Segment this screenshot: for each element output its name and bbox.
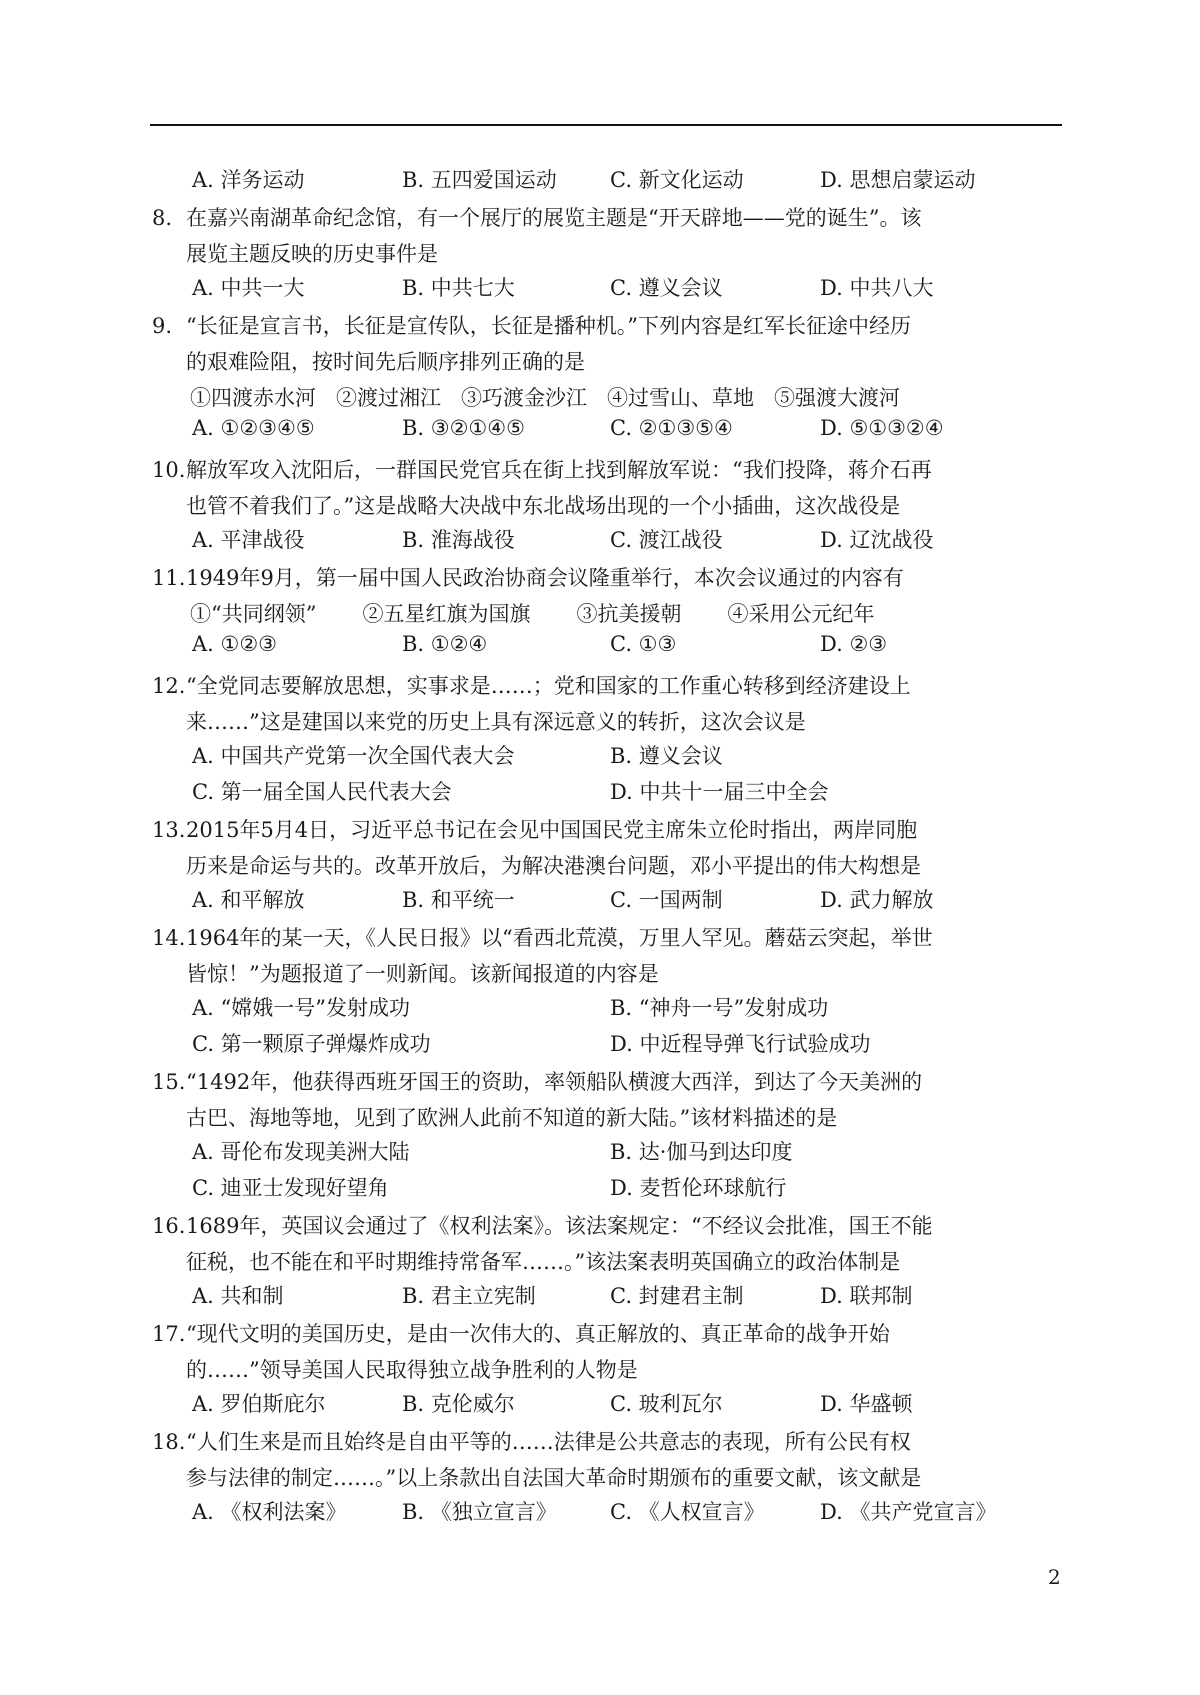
q13-stem-line-2: 历来是命运与共的。改革开放后，为解决港澳台问题，邓小平提出的伟大构想是	[186, 854, 921, 878]
q16-stem	[152, 1208, 1072, 1244]
q8-stem-line-2: 展览主题反映的历史事件是	[186, 242, 438, 266]
q12-stem-line-2: 来……”这是建国以来党的历史上具有深远意义的转折，这次会议是	[186, 710, 806, 734]
q14-number: 14.	[152, 926, 186, 950]
q11-item-4: ④采用公元纪年	[727, 602, 875, 626]
q13-options	[152, 884, 1072, 920]
q18-options	[152, 1496, 1072, 1532]
q14-options-row-1	[152, 992, 1072, 1028]
q9-options	[152, 416, 1072, 452]
q14-options-row-2	[152, 1028, 1072, 1064]
q15-stem-line-1: “1492年，他获得西班牙国王的资助，率领船队横渡大西洋，到达了今天美洲的	[186, 1070, 923, 1094]
q9-item-2: ②渡过湘江	[336, 386, 441, 410]
q14-option-c: C. 第一颗原子弹爆炸成功	[192, 1032, 431, 1056]
q12-stem	[152, 668, 1072, 704]
q9-item-1: ①四渡赤水河	[190, 386, 316, 410]
q9-option-d: D. ⑤①③②④	[820, 416, 944, 440]
q12-option-a: A. 中国共产党第一次全国代表大会	[192, 744, 515, 768]
q11-item-2: ②五星红旗为国旗	[362, 602, 531, 626]
q16-option-a: A. 共和制	[192, 1284, 284, 1308]
q11-option-c: C. ①③	[610, 632, 677, 656]
q8-number: 8.	[152, 206, 173, 230]
q9-option-c: C. ②①③⑤④	[610, 416, 733, 440]
q18-stem-line-2: 参与法律的制定……。”以上条款出自法国大革命时期颁布的重要文献，该文献是	[186, 1466, 922, 1490]
question-list	[152, 164, 1072, 1532]
q18-number: 18.	[152, 1430, 186, 1454]
q11-item-3: ③抗美援朝	[576, 602, 682, 626]
q16-option-d: D. 联邦制	[820, 1284, 913, 1308]
q11-items	[152, 596, 1072, 632]
q7-option-d: D. 思想启蒙运动	[820, 168, 976, 192]
q16-option-b: B. 君主立宪制	[402, 1284, 536, 1308]
q18-option-b: B. 《独立宣言》	[402, 1500, 557, 1524]
q13-option-c: C. 一国两制	[610, 888, 723, 912]
q17-option-a: A. 罗伯斯庇尔	[192, 1392, 326, 1416]
q12-options-row-1	[152, 740, 1072, 776]
q16-option-c: C. 封建君主制	[610, 1284, 744, 1308]
q14-option-d: D. 中近程导弹飞行试验成功	[610, 1032, 871, 1056]
q14-stem	[152, 920, 1072, 956]
q17-option-c: C. 玻利瓦尔	[610, 1392, 723, 1416]
q11-item-1: ①“共同纲领”	[190, 602, 317, 626]
q10-stem-line-2: 也管不着我们了。”这是战略大决战中东北战场出现的一个小插曲，这次战役是	[186, 494, 901, 518]
q16-stem-line-2: 征税，也不能在和平时期维持常备军……。”该法案表明英国确立的政治体制是	[186, 1250, 901, 1274]
q9-items	[152, 380, 1072, 416]
q10-option-b: B. 淮海战役	[402, 528, 515, 552]
q7-option-c: C. 新文化运动	[610, 168, 744, 192]
q16-number: 16.	[152, 1214, 186, 1238]
q9-option-b: B. ③②①④⑤	[402, 416, 525, 440]
q13-stem	[152, 812, 1072, 848]
q9-stem	[152, 308, 1072, 344]
q15-options-row-2	[152, 1172, 1072, 1208]
q15-option-d: D. 麦哲伦环球航行	[610, 1176, 787, 1200]
q17-options	[152, 1388, 1072, 1424]
q8-option-b: B. 中共七大	[402, 276, 515, 300]
q11-stem	[152, 560, 1072, 596]
q12-stem-line-1: “全党同志要解放思想，实事求是……；党和国家的工作重心转移到经济建设上	[186, 674, 911, 698]
q9-option-a: A. ①②③④⑤	[192, 416, 315, 440]
header-rule	[150, 124, 1062, 126]
q13-stem-line-1: 2015年5月4日，习近平总书记在会见中国国民党主席朱立伦时指出，两岸同胞	[186, 818, 918, 842]
q12-option-c: C. 第一届全国人民代表大会	[192, 780, 452, 804]
q15-stem-line-2: 古巴、海地等地，见到了欧洲人此前不知道的新大陆。”该材料描述的是	[186, 1106, 838, 1130]
q15-option-b: B. 达·伽马到达印度	[610, 1140, 793, 1164]
q17-option-d: D. 华盛顿	[820, 1392, 913, 1416]
q12-number: 12.	[152, 674, 186, 698]
q11-option-d: D. ②③	[820, 632, 888, 656]
q10-option-a: A. 平津战役	[192, 528, 305, 552]
q17-stem-line-1: “现代文明的美国历史，是由一次伟大的、真正解放的、真正革命的战争开始	[186, 1322, 890, 1346]
q17-number: 17.	[152, 1322, 186, 1346]
q10-number: 10.	[152, 458, 186, 482]
q13-option-d: D. 武力解放	[820, 888, 934, 912]
q18-stem-line-1: “人们生来是而且始终是自由平等的……法律是公共意志的表现，所有公民有权	[186, 1430, 911, 1454]
q8-option-c: C. 遵义会议	[610, 276, 723, 300]
q13-number: 13.	[152, 818, 186, 842]
q9-stem-line-1: “长征是宣言书，长征是宣传队，长征是播种机。”下列内容是红军长征途中经历	[186, 314, 911, 338]
q10-option-d: D. 辽沈战役	[820, 528, 934, 552]
q14-stem-line-1: 1964年的某一天，《人民日报》以“看西北荒漠，万里人罕见。蘑菇云突起，举世	[186, 926, 933, 950]
q10-options	[152, 524, 1072, 560]
q8-option-d: D. 中共八大	[820, 276, 934, 300]
q9-item-5: ⑤强渡大渡河	[774, 386, 900, 410]
q15-options-row-1	[152, 1136, 1072, 1172]
q13-option-b: B. 和平统一	[402, 888, 515, 912]
q17-stem	[152, 1316, 1072, 1352]
q17-option-b: B. 克伦威尔	[402, 1392, 515, 1416]
q10-stem-line-1: 解放军攻入沈阳后，一群国民党官兵在街上找到解放军说：“我们投降，蒋介石再	[186, 458, 932, 482]
q8-stem-line-1: 在嘉兴南湖革命纪念馆，有一个展厅的展览主题是“开天辟地——党的诞生”。该	[186, 206, 922, 230]
q9-stem-line-2: 的艰难险阻，按时间先后顺序排列正确的是	[186, 350, 585, 374]
q15-stem	[152, 1064, 1072, 1100]
q15-option-c: C. 迪亚士发现好望角	[192, 1176, 389, 1200]
q9-number: 9.	[152, 314, 173, 338]
q12-option-b: B. 遵义会议	[610, 744, 723, 768]
q17-stem-line-2: 的……”领导美国人民取得独立战争胜利的人物是	[186, 1358, 638, 1382]
q8-options	[152, 272, 1072, 308]
q15-option-a: A. 哥伦布发现美洲大陆	[192, 1140, 410, 1164]
q8-option-a: A. 中共一大	[192, 276, 305, 300]
q18-option-a: A. 《权利法案》	[192, 1500, 347, 1524]
page-number: 2	[1048, 1565, 1061, 1589]
q12-options-row-2	[152, 776, 1072, 812]
q11-stem-line-1: 1949年9月，第一届中国人民政治协商会议隆重举行，本次会议通过的内容有	[186, 566, 904, 590]
q18-option-c: C. 《人权宣言》	[610, 1500, 765, 1524]
q16-stem-line-1: 1689年，英国议会通过了《权利法案》。该法案规定：“不经议会批准，国王不能	[186, 1214, 933, 1238]
q14-stem-line-2: 皆惊！”为题报道了一则新闻。该新闻报道的内容是	[186, 962, 659, 986]
q7-option-b: B. 五四爱国运动	[402, 168, 557, 192]
q13-option-a: A. 和平解放	[192, 888, 305, 912]
q11-number: 11.	[152, 566, 186, 590]
q10-option-c: C. 渡江战役	[610, 528, 723, 552]
q7-options	[152, 164, 1072, 200]
q18-stem	[152, 1424, 1072, 1460]
q12-option-d: D. 中共十一届三中全会	[610, 780, 829, 804]
q14-option-a: A. “嫦娥一号”发射成功	[192, 996, 410, 1020]
q8-stem	[152, 200, 1072, 236]
q18-option-d: D. 《共产党宣言》	[820, 1500, 997, 1524]
q9-item-4: ④过雪山、草地	[607, 386, 754, 410]
q7-option-a: A. 洋务运动	[192, 168, 305, 192]
q11-option-a: A. ①②③	[192, 632, 277, 656]
q11-options	[152, 632, 1072, 668]
q14-option-b: B. “神舟一号”发射成功	[610, 996, 829, 1020]
q16-options	[152, 1280, 1072, 1316]
q9-item-3: ③巧渡金沙江	[461, 386, 587, 410]
q11-option-b: B. ①②④	[402, 632, 488, 656]
q15-number: 15.	[152, 1070, 186, 1094]
q10-stem	[152, 452, 1072, 488]
